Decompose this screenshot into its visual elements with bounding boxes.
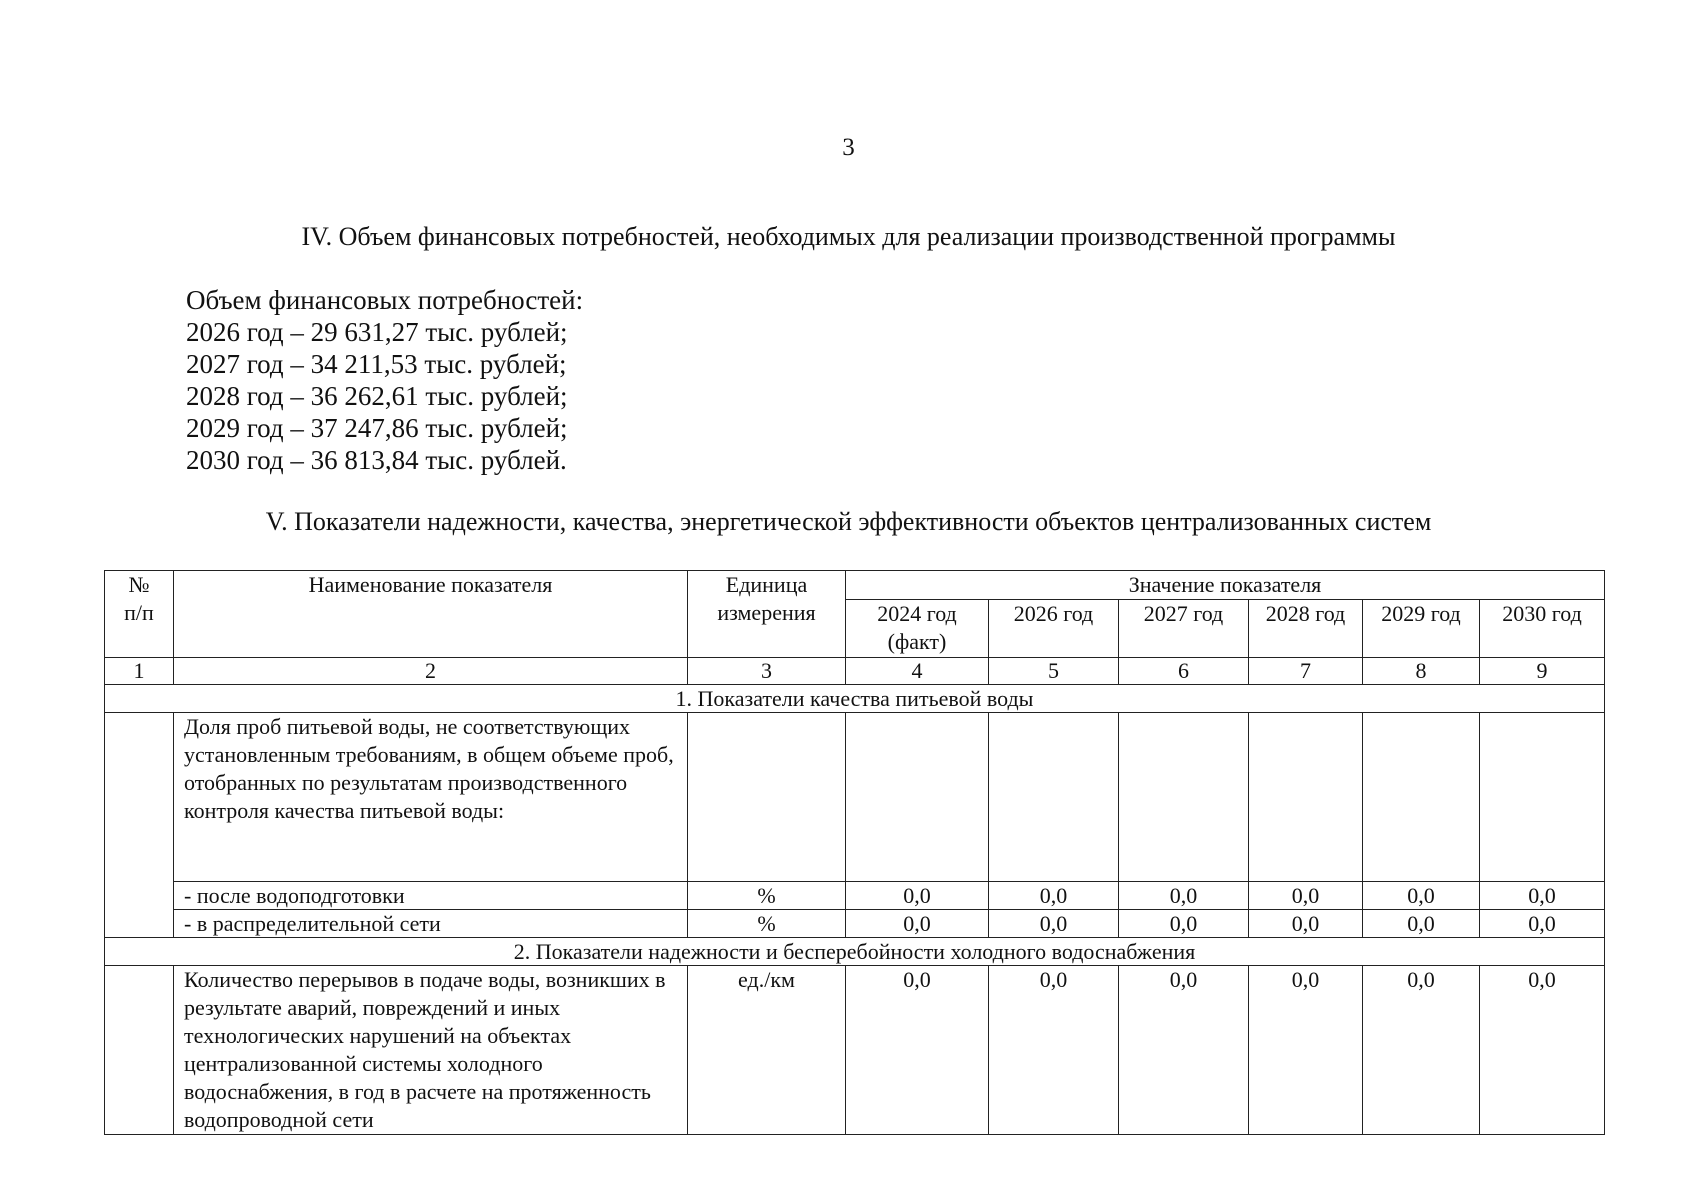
value-cell: 0,0 [1480,882,1605,910]
value-cell: 0,0 [1480,966,1605,1135]
row-number-cell [105,966,174,1135]
column-number: 2 [174,658,688,685]
page-number: 3 [842,134,855,161]
header-year: 2026 год [989,600,1119,658]
value-cell: 0,0 [1363,966,1480,1135]
header-year [846,600,989,658]
value-cell: 0,0 [989,882,1119,910]
column-number: 8 [1363,658,1480,685]
indicator-row [105,713,1605,882]
empty-cell [1249,713,1363,882]
header-num [105,571,174,658]
value-cell: 0,0 [1249,882,1363,910]
column-number: 3 [688,658,846,685]
financial-needs-block [186,284,583,476]
header-unit [688,571,846,658]
indicator-name: Доля проб питьевой воды, не соответствующих установленным требованиям, в общем объеме проб, отобранных по результатам производственного контроля качества питьевой воды: [174,713,688,882]
value-cell: 0,0 [1119,966,1249,1135]
empty-cell [1480,713,1605,882]
value-cell: 0,0 [989,910,1119,938]
unit-cell: ед./км [688,966,846,1135]
value-cell: 0,0 [846,966,989,1135]
financial-needs-line: 2026 год – 29 631,27 тыс. рублей; [186,317,568,347]
value-cell: 0,0 [846,910,989,938]
value-cell: 0,0 [1249,910,1363,938]
financial-needs-line: 2027 год – 34 211,53 тыс. рублей; [186,349,567,379]
value-cell: 0,0 [1480,910,1605,938]
column-number: 5 [989,658,1119,685]
header-unit-label: Единица измерения [717,572,816,625]
header-value-group: Значение показателя [846,571,1605,600]
header-year: 2028 год [1249,600,1363,658]
header-name: Наименование показателя [174,571,688,658]
section-2-title: 2. Показатели надежности и бесперебойности холодного водоснабжения [105,938,1605,966]
value-cell: 0,0 [1119,910,1249,938]
column-number: 4 [846,658,989,685]
header-year: 2030 год [1480,600,1605,658]
financial-needs-line: 2028 год – 36 262,61 тыс. рублей; [186,381,568,411]
value-cell: 0,0 [1249,966,1363,1135]
section-5-title: V. Показатели надежности, качества, энергетической эффективности объектов централизованных систем [265,507,1432,536]
section-1-row [105,685,1605,713]
table-header-row [105,571,1605,600]
unit-cell: % [688,910,846,938]
table-row [105,882,1605,910]
section-1-title: 1. Показатели качества питьевой воды [105,685,1605,713]
value-cell: 0,0 [989,966,1119,1135]
column-number: 9 [1480,658,1605,685]
header-year: 2029 год [1363,600,1480,658]
indicator-subname: - в распределительной сети [174,910,688,938]
column-numbers-row [105,658,1605,685]
row-number-cell [105,713,174,938]
header-year: 2027 год [1119,600,1249,658]
unit-cell: % [688,882,846,910]
indicator-subname: - после водоподготовки [174,882,688,910]
empty-cell [1363,713,1480,882]
financial-needs-intro: Объем финансовых потребностей: [186,285,584,315]
indicators-table [104,570,1605,1135]
column-number: 1 [105,658,174,685]
indicator-name: Количество перерывов в подаче воды, возникших в результате аварий, повреждений и иных технологических нарушений на объектах централизованной системы холодного водоснабжения, в год в расчете на протяженность водопроводной сети [174,966,688,1135]
table-row [105,910,1605,938]
header-year-label: 2024 год (факт) [877,601,957,654]
section-4-title: IV. Объем финансовых потребностей, необходимых для реализации производственной программы [301,222,1396,251]
column-number: 6 [1119,658,1249,685]
empty-cell [846,713,989,882]
financial-needs-line: 2030 год – 36 813,84 тыс. рублей. [186,445,567,475]
empty-cell [1119,713,1249,882]
empty-cell [688,713,846,882]
header-num-label: № п/п [124,572,154,625]
table-row [105,966,1605,1135]
financial-needs-line: 2029 год – 37 247,86 тыс. рублей; [186,413,568,443]
value-cell: 0,0 [1119,882,1249,910]
value-cell: 0,0 [1363,910,1480,938]
value-cell: 0,0 [846,882,989,910]
section-2-row [105,938,1605,966]
empty-cell [989,713,1119,882]
value-cell: 0,0 [1363,882,1480,910]
column-number: 7 [1249,658,1363,685]
